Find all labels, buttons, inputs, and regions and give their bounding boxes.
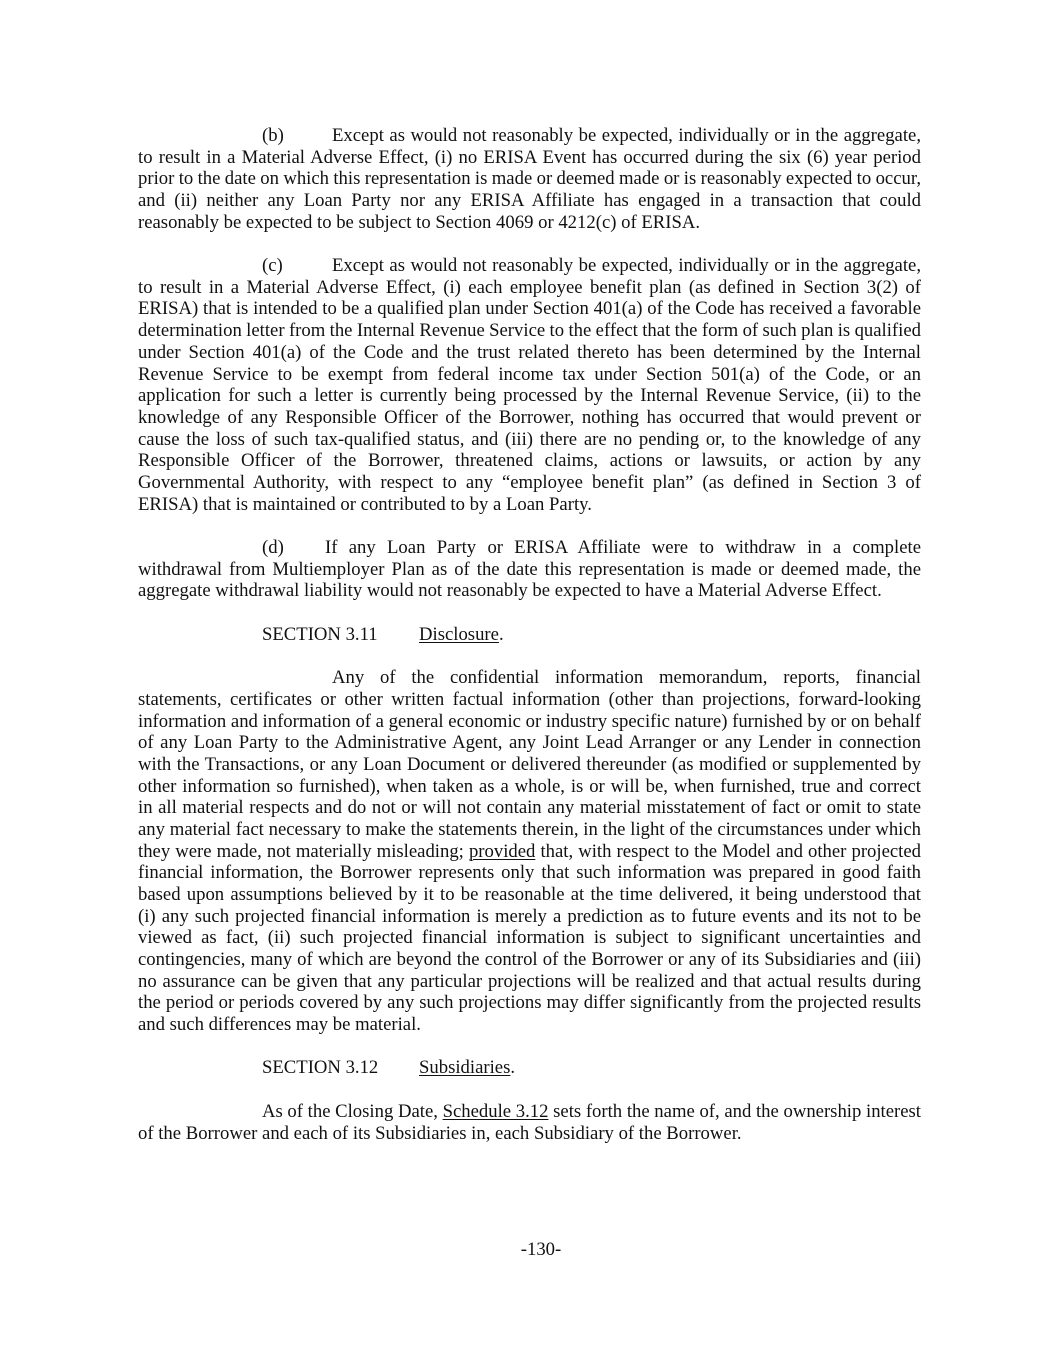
clause-b bbox=[138, 125, 921, 233]
paragraph-line: (i) any such projected financial information is merely a prediction as to future events and its not to be bbox=[138, 905, 921, 927]
paragraph-line: reasonably be expected to be subject to Section 4069 or 4212(c) of ERISA. bbox=[138, 211, 701, 233]
paragraph-line bbox=[262, 1101, 921, 1123]
paragraph-line: If any Loan Party or ERISA Affiliate were to withdraw in a complete bbox=[325, 537, 921, 559]
paragraph-line: application for such a letter is currently being processed by the Internal Revenue Service, (ii) to the bbox=[138, 385, 921, 407]
paragraph-line: contingencies, many of which are beyond the control of the Borrower or any of its Subsidiaries and (iii) bbox=[138, 949, 921, 971]
section-title bbox=[419, 1057, 515, 1078]
paragraph-line: and (ii) neither any Loan Party nor any ERISA Affiliate has engaged in a transaction that could bbox=[138, 190, 921, 212]
paragraph-line bbox=[138, 841, 921, 863]
section-heading-3-12 bbox=[262, 1057, 921, 1079]
section-title-suffix: . bbox=[510, 1057, 516, 1079]
paragraph-line: the period or periods covered by any such projections may differ significantly from the projected results bbox=[138, 992, 921, 1014]
paragraph-line: no assurance can be given that any particular projections will be realized and that actual results during bbox=[138, 970, 921, 992]
paragraph-line: Except as would not reasonably be expected, individually or in the aggregate, bbox=[332, 255, 921, 277]
paragraph-line: information and information of a general economic or industry specific nature) furnished by or on behalf bbox=[138, 710, 921, 732]
paragraph-line: under Section 401(a) of the Code and the trust related thereto has been determined by the Internal bbox=[138, 341, 921, 363]
clause-label: (d) bbox=[262, 537, 284, 559]
disclosure-paragraph bbox=[138, 667, 921, 1036]
section-heading-3-11 bbox=[262, 624, 921, 646]
paragraph-line: Governmental Authority, with respect to any “employee benefit plan” (as defined in Section 3 of bbox=[138, 471, 921, 493]
line-segment: sets forth the name of, and the ownership interest bbox=[548, 1100, 922, 1122]
clause-first-line bbox=[262, 125, 921, 147]
clause-label: (c) bbox=[262, 255, 283, 277]
paragraph-line: Revenue Service to be exempt from federal income tax under Section 501(a) of the Code, or an bbox=[138, 363, 921, 385]
paragraph-line: with the Transactions, or any Loan Document or delivered thereunder (as modified or supplemented by bbox=[138, 753, 921, 775]
paragraph-line: ERISA) that is maintained or contributed to by a Loan Party. bbox=[138, 493, 592, 515]
section-title-text: Subsidiaries bbox=[419, 1057, 511, 1079]
paragraph-line: Responsible Officer of the Borrower, threatened claims, actions or lawsuits, or action by any bbox=[138, 450, 921, 472]
clause-label: (b) bbox=[262, 125, 284, 146]
paragraph-line: of the Borrower and each of its Subsidiaries in, each Subsidiary of the Borrower. bbox=[138, 1122, 742, 1144]
paragraph-line: of any Loan Party to the Administrative Agent, any Joint Lead Arranger or any Lender in connection bbox=[138, 732, 921, 754]
paragraph-line: and such differences may be material. bbox=[138, 1014, 421, 1036]
line-segment: they were made, not materially misleading; bbox=[138, 840, 469, 862]
paragraph-line: Except as would not reasonably be expected, individually or in the aggregate, bbox=[332, 125, 921, 146]
section-title bbox=[419, 624, 504, 645]
underlined-term: provided bbox=[468, 840, 536, 862]
document-body bbox=[138, 125, 921, 1166]
section-title-text: Disclosure bbox=[419, 623, 499, 645]
paragraph-line: prior to the date on which this representation is made or deemed made or is reasonably expected to occur, bbox=[138, 168, 921, 190]
clause-first-line bbox=[262, 255, 921, 277]
paragraph-line: statements, certificates or other written factual information (other than projections, forward-looking bbox=[138, 688, 921, 710]
line-segment: that, with respect to the Model and other projected bbox=[535, 840, 922, 862]
section-title-suffix: . bbox=[498, 623, 504, 645]
paragraph-line: other information so furnished), when taken as a whole, is or will be, when furnished, true and correct bbox=[138, 775, 921, 797]
paragraph-line: withdrawal from Multiemployer Plan as of the date this representation is made or deemed made, the bbox=[138, 558, 921, 580]
subsidiaries-paragraph bbox=[138, 1101, 921, 1144]
paragraph-line: to result in a Material Adverse Effect, (i) no ERISA Event has occurred during the six (6) year period bbox=[138, 146, 921, 168]
paragraph-line: aggregate withdrawal liability would not reasonably be expected to have a Material Adverse Effect. bbox=[138, 580, 882, 602]
paragraph-line: knowledge of any Responsible Officer of the Borrower, nothing has occurred that would prevent or bbox=[138, 406, 921, 428]
paragraph-line: ERISA) that is intended to be a qualified plan under Section 401(a) of the Code has received a favorable bbox=[138, 298, 921, 320]
paragraph-line: viewed as fact, (ii) such projected financial information is subject to significant uncertainties and bbox=[138, 927, 921, 949]
paragraph-line: determination letter from the Internal Revenue Service to the effect that the form of such plan is qualified bbox=[138, 320, 921, 342]
page-number: -130- bbox=[520, 1239, 562, 1260]
clause-first-line bbox=[262, 537, 921, 559]
underlined-term: Schedule 3.12 bbox=[442, 1100, 549, 1122]
paragraph-line: cause the loss of such tax-qualified status, and (iii) there are no pending or, to the knowledge of any bbox=[138, 428, 921, 450]
clause-d bbox=[138, 537, 921, 602]
paragraph-line: in all material respects and do not or will not contain any material misstatement of fact or omit to state bbox=[138, 797, 921, 819]
clause-c bbox=[138, 255, 921, 515]
paragraph-line: any material fact necessary to make the statements therein, in the light of the circumstances under which bbox=[138, 818, 921, 840]
paragraph-line: based upon assumptions believed by it to be reasonable at the time delivered, it being understood that bbox=[138, 884, 921, 905]
paragraph-line: to result in a Material Adverse Effect, (i) each employee benefit plan (as defined in Section 3(2) of bbox=[138, 276, 921, 298]
line-segment: As of the Closing Date, bbox=[262, 1100, 443, 1122]
paragraph-line: Any of the confidential information memorandum, reports, financial bbox=[332, 667, 921, 689]
section-number: SECTION 3.11 bbox=[262, 623, 378, 645]
paragraph-line: financial information, the Borrower represents only that such information was prepared in good faith bbox=[138, 862, 921, 884]
section-number: SECTION 3.12 bbox=[262, 1057, 379, 1079]
